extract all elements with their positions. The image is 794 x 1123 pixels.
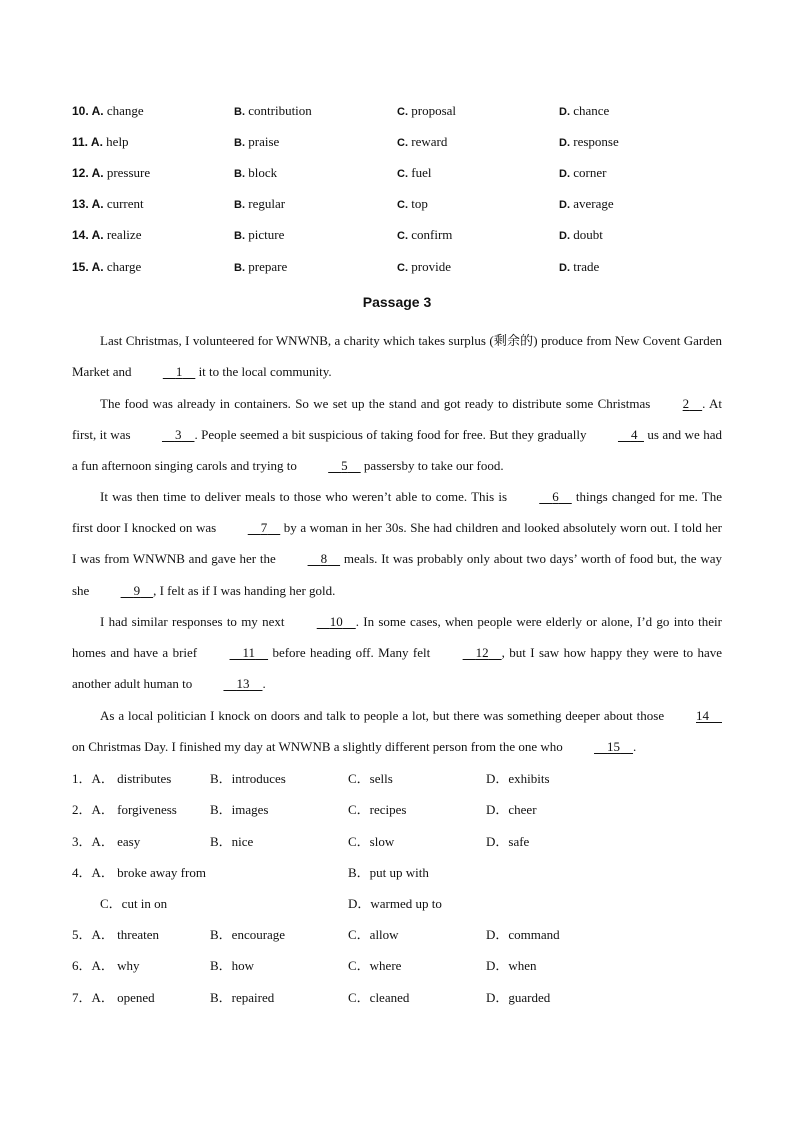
- document-page: 10. A. change B. contribution C. proposal D. chance 11. A. help B. praise C. reward D. response 12. A. pressure B. block C. fuel D. corner 13. A. current B. regular C. top D. average 14. A. realize B. picture C. confirm D. doubt 15. A. charge B. prepare C. provide D. trade Passage 3 Last Christmas, I volunteered for WNWNB, a charity which takes surplus (剩余的) produce from New Covent Garden Market and 1 it to the local community. The food was already in containers. So we set up the stand and got ready to distribute some Christmas 2 . At first, it was 3 . People seemed a bit suspicious of taking food for free. But they gradually 4 us and we had a fun afternoon singing carols and trying to 5 passersby to take our food. It was then time to deliver meals to those who weren’t able to come. This is 6 things changed for me. The first door I knocked on was 7 by a woman in her 30s. She had children and looked absolutely worn out. I told her I was from WNWNB and gave her the 8 meals. It was probably only about two days’ worth of food but, the way she 9 , I felt as if I was handing her gold. I had similar responses to my next 10 . In some cases, when people were elderly or alone, I’d go into their homes and have a brief 11 before heading off. Many felt 12 , but I saw how happy they were to have another adult human to 13 . As a local politician I knock on doors and talk to people a lot, but there was something deeper about those 14 on Christmas Day. I finished my day at WNWNB a slightly different person from the one who 15 . 1．A． distributes B．introduces C．sells D．exhibits 2．A． forgiveness B．images C．recipes D．cheer 3．A． easy B．nice C．slow D．safe 4．A． broke away from B．put up with C．cut in on D．warmed up to 5．A． threaten B．encourage C．allow D．command 6．A． why B．how C．where D．when 7．A． opened B．repaired C．cleaned D．guarded: [0, 0, 794, 1123]
- blank-12[interactable]: 12: [475, 645, 489, 661]
- option-row-10: 10. A. change B. contribution C. proposal D. chance: [72, 103, 610, 118]
- option-row-15: 15. A. charge B. prepare C. provide D. trade: [72, 259, 600, 274]
- blank-10[interactable]: 10: [329, 614, 343, 629]
- blank-11[interactable]: 11: [242, 645, 256, 661]
- blank-5[interactable]: 5: [341, 458, 348, 474]
- blank-8[interactable]: 8: [320, 551, 328, 567]
- option-row-11: 11. A. help B. praise C. reward D. response: [72, 134, 619, 149]
- blank-6[interactable]: 6: [552, 489, 559, 504]
- blank-7[interactable]: 7: [260, 520, 268, 536]
- blank-15[interactable]: 15: [607, 739, 621, 755]
- paragraph-4: I had similar responses to my next 10 . In some cases, when people were elderly or alone, I’d go into their homes and have a brief 11 before heading off. Many felt 12 , but I saw how happy they were to have another adult human to 13 .: [72, 606, 722, 700]
- paragraph-1: Last Christmas, I volunteered for WNWNB, a charity which takes surplus (剩余的) produce from New Covent Garden Market and 1 it to the local community.: [72, 325, 722, 387]
- option-row-12: 12. A. pressure B. block C. fuel D. corner: [72, 165, 607, 180]
- blank-14[interactable]: 14: [696, 708, 709, 723]
- option-row-14: 14. A. realize B. picture C. confirm D. doubt: [72, 227, 603, 242]
- paragraph-5: As a local politician I knock on doors and talk to people a lot, but there was something deeper about those 14 on Christmas Day. I finished my day at WNWNB a slightly different person from the one who 15 .: [72, 700, 722, 762]
- blank-4[interactable]: 4: [630, 427, 638, 443]
- blank-13[interactable]: 13: [236, 676, 250, 692]
- blank-1[interactable]: 1: [175, 364, 183, 380]
- option-row-13: 13. A. current B. regular C. top D. average: [72, 196, 614, 211]
- blank-9[interactable]: 9: [133, 582, 141, 598]
- blank-3[interactable]: 3: [174, 427, 182, 443]
- paragraph-3: It was then time to deliver meals to those who weren’t able to come. This is 6 things changed for me. The first door I knocked on was 7 by a woman in her 30s. She had children and looked absolutely worn out. I told her I was from WNWNB and gave her the 8 meals. It was probably only about two days’ worth of food but, the way she 9 , I felt as if I was handing her gold.: [72, 481, 722, 606]
- blank-2[interactable]: 2: [682, 396, 690, 411]
- paragraph-2: The food was already in containers. So we set up the stand and got ready to distribute some Christmas 2 . At first, it was 3 . People seemed a bit suspicious of taking food for free. But they gradually 4 us and we had a fun afternoon singing carols and trying to 5 passersby to take our food.: [72, 388, 722, 482]
- passage-title: Passage 3: [362, 294, 432, 310]
